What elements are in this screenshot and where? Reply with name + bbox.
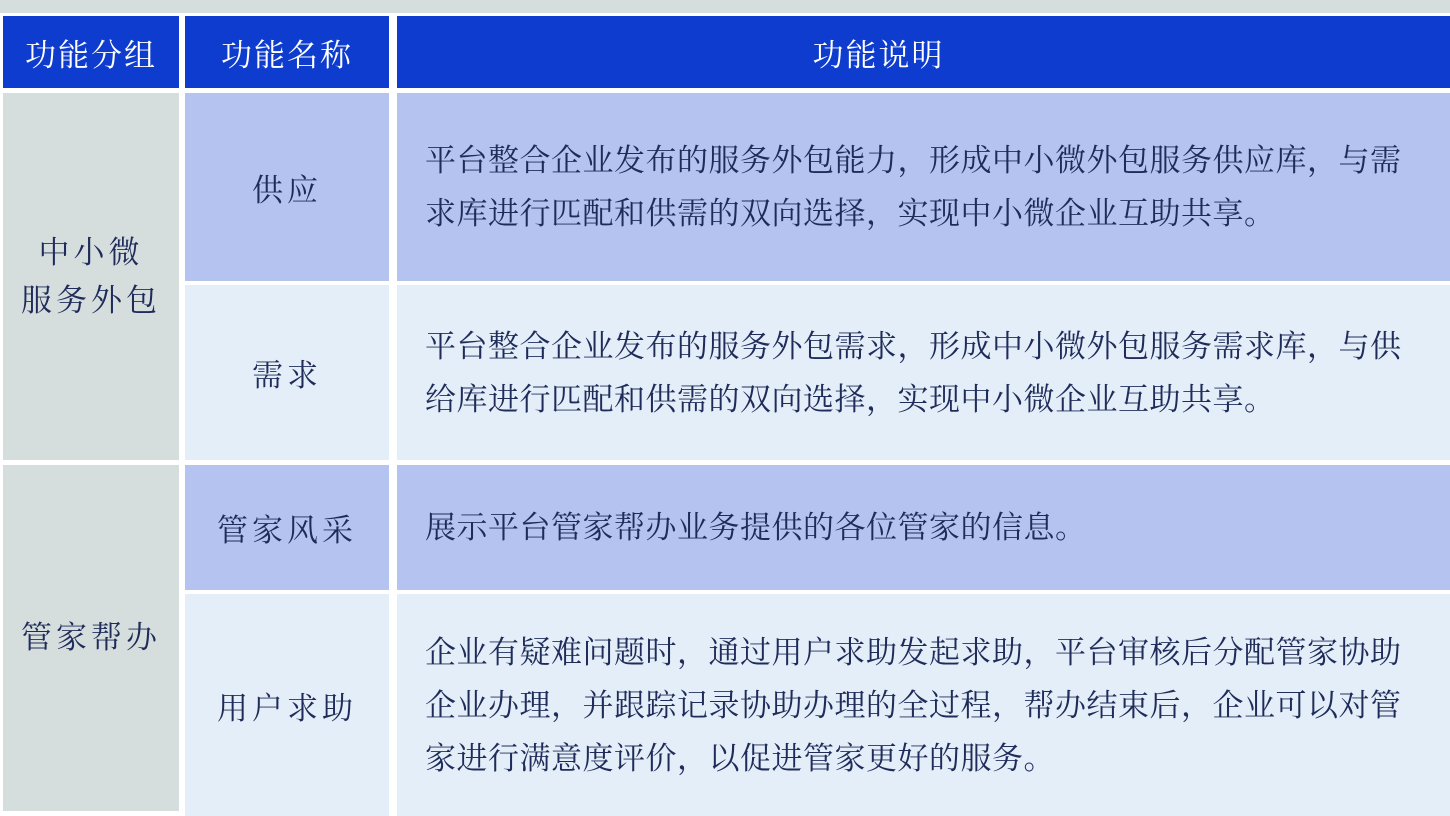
feature-name-user-help: 用户求助 xyxy=(185,594,389,816)
column-header-function-name: 功能名称 xyxy=(185,16,389,88)
feature-name-supply: 供应 xyxy=(185,93,389,281)
feature-desc-butler-profiles: 展示平台管家帮办业务提供的各位管家的信息。 xyxy=(397,465,1450,590)
feature-name-demand: 需求 xyxy=(185,285,389,460)
feature-desc-user-help: 企业有疑难问题时，通过用户求助发起求助，平台审核后分配管家协助企业办理，并跟踪记录协助办理的全过程，帮办结束后，企业可以对管家进行满意度评价，以促进管家更好的服务。 xyxy=(397,594,1450,816)
group-cell-butler-help xyxy=(3,465,179,811)
column-header-function-description: 功能说明 xyxy=(397,16,1450,88)
group-label-line: 中小微 xyxy=(38,234,144,270)
feature-desc-demand: 平台整合企业发布的服务外包需求，形成中小微外包服务需求库，与供给库进行匹配和供需的双向选择，实现中小微企业互助共享。 xyxy=(397,285,1450,460)
top-strip xyxy=(0,0,1450,13)
feature-table xyxy=(3,16,1450,816)
column-header-function-group: 功能分组 xyxy=(3,16,179,88)
group-cell-smb-outsourcing xyxy=(3,93,179,460)
feature-desc-supply: 平台整合企业发布的服务外包能力，形成中小微外包服务供应库，与需求库进行匹配和供需的双向选择，实现中小微企业互助共享。 xyxy=(397,93,1450,281)
group-label-line: 管家帮办 xyxy=(21,620,161,655)
feature-name-butler-profiles: 管家风采 xyxy=(185,465,389,590)
group-label-line: 服务外包 xyxy=(21,282,161,318)
